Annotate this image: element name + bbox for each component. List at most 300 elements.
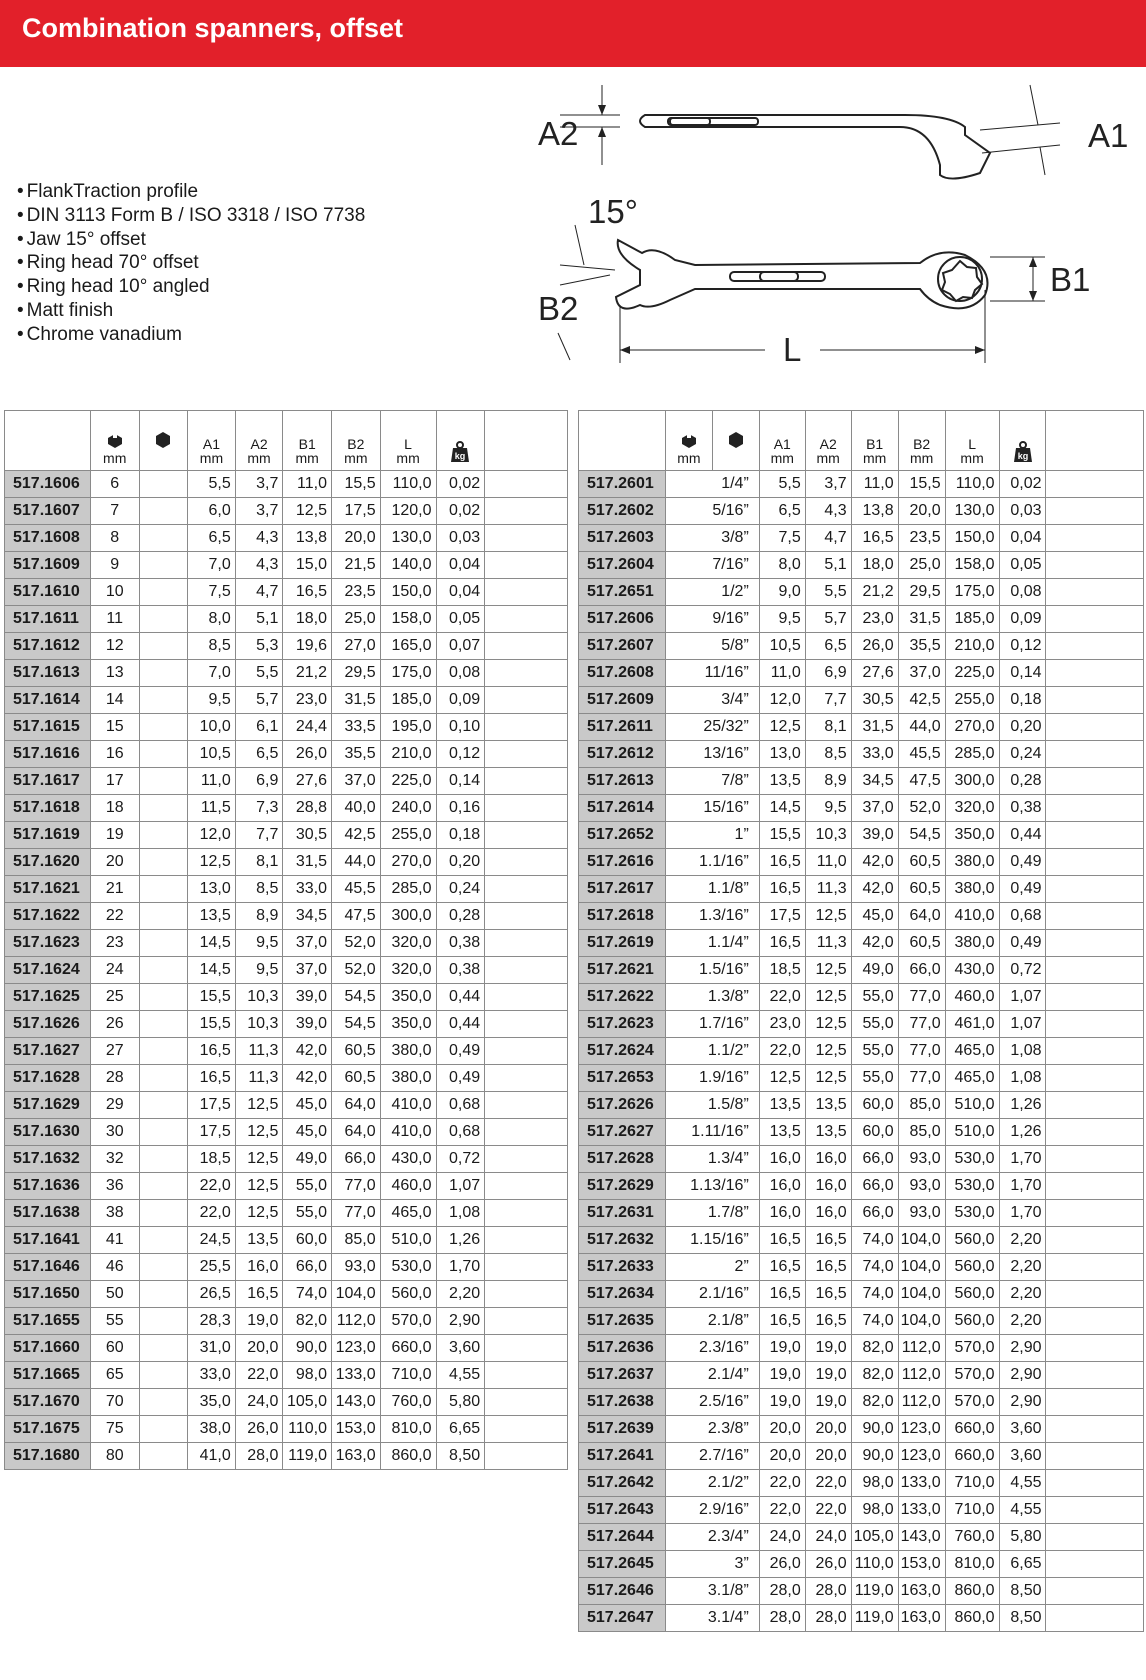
a2-value-cell: 4,7 [235, 579, 283, 606]
weight-value-cell: 0,14 [436, 768, 485, 795]
ring-size-cell [139, 579, 188, 606]
article-number-cell: 517.2636 [579, 1335, 666, 1362]
b1-value-cell: 31,5 [851, 714, 898, 741]
a1-value-cell: 16,5 [759, 930, 805, 957]
b2-value-cell: 77,0 [332, 1200, 381, 1227]
header-empty [1046, 411, 1144, 471]
l-value-cell: 270,0 [380, 849, 436, 876]
a1-value-cell: 8,0 [759, 552, 805, 579]
table-row [5, 471, 568, 498]
empty-cell [1046, 525, 1144, 552]
empty-cell [485, 1254, 568, 1281]
ring-size-cell [139, 1362, 188, 1389]
empty-cell [485, 741, 568, 768]
table-row [579, 1173, 1144, 1200]
weight-value-cell: 2,20 [999, 1308, 1046, 1335]
size-cell: 20 [90, 849, 139, 876]
b2-value-cell: 15,5 [898, 471, 945, 498]
empty-cell [1046, 498, 1144, 525]
weight-value-cell: 2,90 [436, 1308, 485, 1335]
article-number-cell: 517.1680 [5, 1443, 91, 1470]
a2-value-cell: 12,5 [235, 1119, 283, 1146]
weight-value-cell: 0,07 [436, 633, 485, 660]
a2-value-cell: 19,0 [235, 1308, 283, 1335]
b2-value-cell: 112,0 [332, 1308, 381, 1335]
header-b1 [283, 411, 332, 471]
empty-cell [485, 606, 568, 633]
b1-value-cell: 30,5 [283, 822, 332, 849]
a2-value-cell: 11,0 [805, 849, 851, 876]
ring-size-cell [139, 903, 188, 930]
l-value-cell: 465,0 [380, 1200, 436, 1227]
table-row [579, 606, 1144, 633]
weight-value-cell: 0,03 [999, 498, 1046, 525]
weight-value-cell: 8,50 [999, 1605, 1046, 1632]
a2-value-cell: 20,0 [235, 1335, 283, 1362]
open-end-icon [106, 433, 124, 449]
table-row [5, 741, 568, 768]
size-cell: 1.5/8” [665, 1092, 759, 1119]
size-cell: 60 [90, 1335, 139, 1362]
table-row [579, 471, 1144, 498]
header-size-ring [712, 411, 759, 471]
article-number-cell: 517.1621 [5, 876, 91, 903]
a1-value-cell: 6,5 [759, 498, 805, 525]
l-value-cell: 810,0 [945, 1551, 999, 1578]
size-cell: 2.1/2” [665, 1470, 759, 1497]
table-row [5, 660, 568, 687]
l-value-cell: 560,0 [945, 1227, 999, 1254]
article-number-cell: 517.2646 [579, 1578, 666, 1605]
b1-value-cell: 37,0 [851, 795, 898, 822]
table-row [5, 957, 568, 984]
size-cell: 1” [665, 822, 759, 849]
unit-label: mm [816, 450, 840, 466]
article-number-cell: 517.2613 [579, 768, 666, 795]
weight-value-cell: 0,72 [999, 957, 1046, 984]
ring-size-cell [139, 984, 188, 1011]
a2-value-cell: 6,1 [235, 714, 283, 741]
a1-value-cell: 16,0 [759, 1200, 805, 1227]
empty-cell [1046, 741, 1144, 768]
b2-value-cell: 104,0 [332, 1281, 381, 1308]
header-l [945, 411, 999, 471]
b2-value-cell: 31,5 [332, 687, 381, 714]
a2-value-cell: 5,7 [235, 687, 283, 714]
ring-size-cell [139, 1308, 188, 1335]
b1-value-cell: 31,5 [283, 849, 332, 876]
size-cell: 29 [90, 1092, 139, 1119]
l-value-cell: 150,0 [945, 525, 999, 552]
size-cell: 1.3/4” [665, 1146, 759, 1173]
b1-value-cell: 18,0 [283, 606, 332, 633]
article-number-cell: 517.2601 [579, 471, 666, 498]
b2-value-cell: 66,0 [332, 1146, 381, 1173]
b1-value-cell: 55,0 [851, 1011, 898, 1038]
size-cell: 7/8” [665, 768, 759, 795]
empty-cell [1046, 1092, 1144, 1119]
b2-value-cell: 60,5 [898, 876, 945, 903]
a1-value-cell: 18,5 [759, 957, 805, 984]
empty-cell [485, 1362, 568, 1389]
a1-value-cell: 19,0 [759, 1335, 805, 1362]
weight-value-cell: 0,04 [436, 552, 485, 579]
a2-value-cell: 24,0 [805, 1524, 851, 1551]
l-value-cell: 560,0 [945, 1308, 999, 1335]
l-value-cell: 710,0 [945, 1497, 999, 1524]
weight-value-cell: 2,20 [999, 1227, 1046, 1254]
a2-value-cell: 19,0 [805, 1335, 851, 1362]
table-row [579, 876, 1144, 903]
table-row [579, 1578, 1144, 1605]
weight-value-cell: 0,49 [999, 876, 1046, 903]
b1-value-cell: 12,5 [283, 498, 332, 525]
feature-item: • Jaw 15° offset [17, 228, 365, 252]
size-cell: 7 [90, 498, 139, 525]
empty-cell [485, 633, 568, 660]
l-value-cell: 530,0 [945, 1200, 999, 1227]
b2-value-cell: 37,0 [332, 768, 381, 795]
table-row [579, 1254, 1144, 1281]
article-number-cell: 517.1665 [5, 1362, 91, 1389]
b2-value-cell: 163,0 [332, 1443, 381, 1470]
a1-value-cell: 20,0 [759, 1443, 805, 1470]
b1-value-cell: 26,0 [851, 633, 898, 660]
a1-value-cell: 17,5 [759, 903, 805, 930]
ring-size-cell [139, 1119, 188, 1146]
weight-value-cell: 3,60 [999, 1443, 1046, 1470]
b1-value-cell: 39,0 [283, 984, 332, 1011]
empty-cell [485, 714, 568, 741]
l-value-cell: 300,0 [380, 903, 436, 930]
ring-size-cell [139, 1254, 188, 1281]
b2-value-cell: 23,5 [332, 579, 381, 606]
size-cell: 26 [90, 1011, 139, 1038]
weight-value-cell: 0,09 [436, 687, 485, 714]
table-row [579, 1308, 1144, 1335]
size-cell: 1/2” [665, 579, 759, 606]
table-row [5, 1389, 568, 1416]
article-number-cell: 517.1641 [5, 1227, 91, 1254]
b2-value-cell: 143,0 [332, 1389, 381, 1416]
article-number-cell: 517.2628 [579, 1146, 666, 1173]
size-cell: 2.3/16” [665, 1335, 759, 1362]
header-size-open [665, 411, 712, 471]
a1-value-cell: 22,0 [759, 984, 805, 1011]
empty-cell [1046, 1470, 1144, 1497]
size-cell: 17 [90, 768, 139, 795]
b2-value-cell: 47,5 [898, 768, 945, 795]
weight-value-cell: 2,20 [999, 1254, 1046, 1281]
b1-value-cell: 28,8 [283, 795, 332, 822]
spanner-front-view [558, 225, 1045, 363]
a1-value-cell: 13,5 [759, 768, 805, 795]
size-cell: 15/16” [665, 795, 759, 822]
b2-value-cell: 143,0 [898, 1524, 945, 1551]
weight-value-cell: 5,80 [436, 1389, 485, 1416]
article-number-cell: 517.2606 [579, 606, 666, 633]
size-cell: 6 [90, 471, 139, 498]
table-row [579, 1443, 1144, 1470]
table-row [5, 687, 568, 714]
a2-value-cell: 12,5 [805, 1011, 851, 1038]
size-cell: 2.9/16” [665, 1497, 759, 1524]
b2-value-cell: 23,5 [898, 525, 945, 552]
empty-cell [1046, 606, 1144, 633]
ring-size-cell [139, 957, 188, 984]
page-title: Combination spanners, offset [22, 13, 404, 43]
size-cell: 11 [90, 606, 139, 633]
table-row [579, 498, 1144, 525]
a2-value-cell: 11,3 [235, 1038, 283, 1065]
header-b2 [898, 411, 945, 471]
b1-value-cell: 60,0 [283, 1227, 332, 1254]
table-row [5, 1038, 568, 1065]
a2-value-cell: 20,0 [805, 1416, 851, 1443]
ring-size-cell [139, 606, 188, 633]
l-value-cell: 860,0 [945, 1605, 999, 1632]
article-number-cell: 517.1616 [5, 741, 91, 768]
table-row [5, 984, 568, 1011]
b2-value-cell: 123,0 [898, 1416, 945, 1443]
l-value-cell: 158,0 [380, 606, 436, 633]
weight-value-cell: 0,44 [436, 984, 485, 1011]
b2-value-cell: 29,5 [332, 660, 381, 687]
feature-item: • Matt finish [17, 299, 365, 323]
empty-cell [1046, 1551, 1144, 1578]
table-row [579, 660, 1144, 687]
article-number-cell: 517.1614 [5, 687, 91, 714]
b2-value-cell: 54,5 [332, 984, 381, 1011]
a2-value-cell: 12,5 [805, 957, 851, 984]
table-row [5, 633, 568, 660]
table-row [5, 1281, 568, 1308]
b1-value-cell: 33,0 [851, 741, 898, 768]
empty-cell [485, 1416, 568, 1443]
a2-value-cell: 16,0 [805, 1146, 851, 1173]
a2-value-cell: 4,3 [805, 498, 851, 525]
a1-value-cell: 26,5 [188, 1281, 236, 1308]
article-number-cell: 517.1607 [5, 498, 91, 525]
b2-value-cell: 31,5 [898, 606, 945, 633]
empty-cell [485, 984, 568, 1011]
b2-value-cell: 15,5 [332, 471, 381, 498]
weight-value-cell: 0,10 [436, 714, 485, 741]
weight-value-cell: 1,70 [436, 1254, 485, 1281]
a1-value-cell: 22,0 [759, 1470, 805, 1497]
a2-value-cell: 13,5 [805, 1119, 851, 1146]
size-cell: 3.1/8” [665, 1578, 759, 1605]
b2-value-cell: 66,0 [898, 957, 945, 984]
b1-value-cell: 30,5 [851, 687, 898, 714]
a1-value-cell: 7,0 [188, 660, 236, 687]
b2-value-cell: 153,0 [898, 1551, 945, 1578]
col-label-b2: B2 [913, 436, 931, 452]
weight-value-cell: 0,08 [999, 579, 1046, 606]
l-value-cell: 430,0 [380, 1146, 436, 1173]
weight-value-cell: 0,28 [999, 768, 1046, 795]
article-number-cell: 517.1617 [5, 768, 91, 795]
weight-value-cell: 0,04 [999, 525, 1046, 552]
article-number-cell: 517.2608 [579, 660, 666, 687]
table-row [5, 1416, 568, 1443]
b2-value-cell: 35,5 [898, 633, 945, 660]
a2-value-cell: 12,5 [805, 1065, 851, 1092]
table-row [579, 1470, 1144, 1497]
weight-value-cell: 1,07 [999, 984, 1046, 1011]
weight-value-cell: 1,26 [999, 1119, 1046, 1146]
table-row [579, 1605, 1144, 1632]
a1-value-cell: 38,0 [188, 1416, 236, 1443]
size-cell: 55 [90, 1308, 139, 1335]
b2-value-cell: 17,5 [332, 498, 381, 525]
a2-value-cell: 16,5 [235, 1281, 283, 1308]
empty-cell [485, 1200, 568, 1227]
b1-value-cell: 66,0 [851, 1146, 898, 1173]
b1-value-cell: 66,0 [283, 1254, 332, 1281]
weight-value-cell: 0,24 [999, 741, 1046, 768]
empty-cell [1046, 1254, 1144, 1281]
b1-value-cell: 37,0 [283, 957, 332, 984]
b1-value-cell: 16,5 [851, 525, 898, 552]
l-value-cell: 120,0 [380, 498, 436, 525]
b1-value-cell: 60,0 [851, 1092, 898, 1119]
size-cell: 9 [90, 552, 139, 579]
size-cell: 25 [90, 984, 139, 1011]
table-row [579, 579, 1144, 606]
feature-item: • FlankTraction profile [17, 180, 365, 204]
b1-value-cell: 45,0 [851, 903, 898, 930]
b1-value-cell: 119,0 [851, 1578, 898, 1605]
article-number-cell: 517.2641 [579, 1443, 666, 1470]
b1-value-cell: 34,5 [851, 768, 898, 795]
a2-value-cell: 8,9 [235, 903, 283, 930]
a1-value-cell: 11,5 [188, 795, 236, 822]
a2-value-cell: 3,7 [235, 498, 283, 525]
table-row [579, 903, 1144, 930]
a2-value-cell: 10,3 [235, 984, 283, 1011]
empty-cell [485, 1308, 568, 1335]
empty-cell [1046, 1443, 1144, 1470]
a1-value-cell: 7,5 [759, 525, 805, 552]
size-cell: 3” [665, 1551, 759, 1578]
size-cell: 3/8” [665, 525, 759, 552]
l-value-cell: 430,0 [945, 957, 999, 984]
size-cell: 5/16” [665, 498, 759, 525]
l-value-cell: 410,0 [945, 903, 999, 930]
l-value-cell: 210,0 [380, 741, 436, 768]
article-number-cell: 517.1620 [5, 849, 91, 876]
a2-value-cell: 12,5 [235, 1146, 283, 1173]
article-number-cell: 517.2642 [579, 1470, 666, 1497]
ring-size-cell [139, 1038, 188, 1065]
page-header [0, 0, 1146, 67]
ring-size-cell [139, 1335, 188, 1362]
a1-value-cell: 9,0 [759, 579, 805, 606]
a1-value-cell: 15,5 [759, 822, 805, 849]
l-value-cell: 510,0 [380, 1227, 436, 1254]
article-number-cell: 517.1618 [5, 795, 91, 822]
l-value-cell: 660,0 [945, 1443, 999, 1470]
size-cell: 2.3/4” [665, 1524, 759, 1551]
l-value-cell: 210,0 [945, 633, 999, 660]
b1-value-cell: 39,0 [851, 822, 898, 849]
table-row [5, 795, 568, 822]
table-row [579, 849, 1144, 876]
article-number-cell: 517.2614 [579, 795, 666, 822]
a2-value-cell: 8,5 [235, 876, 283, 903]
l-value-cell: 860,0 [380, 1443, 436, 1470]
l-value-cell: 255,0 [945, 687, 999, 714]
weight-value-cell: 4,55 [999, 1497, 1046, 1524]
weight-value-cell: 1,70 [999, 1200, 1046, 1227]
b2-value-cell: 52,0 [898, 795, 945, 822]
table-row [5, 552, 568, 579]
weight-value-cell: 0,20 [436, 849, 485, 876]
a1-value-cell: 12,0 [759, 687, 805, 714]
table-row [579, 1119, 1144, 1146]
ring-size-cell [139, 1173, 188, 1200]
size-cell: 27 [90, 1038, 139, 1065]
a2-value-cell: 10,3 [235, 1011, 283, 1038]
empty-cell [1046, 660, 1144, 687]
a2-value-cell: 24,0 [235, 1389, 283, 1416]
b1-value-cell: 98,0 [851, 1470, 898, 1497]
table-row [579, 984, 1144, 1011]
header-size-ring [139, 411, 188, 471]
b1-value-cell: 66,0 [851, 1173, 898, 1200]
b2-value-cell: 42,5 [898, 687, 945, 714]
b2-value-cell: 54,5 [332, 1011, 381, 1038]
weight-value-cell: 5,80 [999, 1524, 1046, 1551]
empty-cell [1046, 1065, 1144, 1092]
size-cell: 1.1/8” [665, 876, 759, 903]
unit-label: mm [677, 450, 701, 466]
empty-cell [1046, 1308, 1144, 1335]
b2-value-cell: 104,0 [898, 1308, 945, 1335]
weight-value-cell: 0,09 [999, 606, 1046, 633]
l-value-cell: 760,0 [380, 1389, 436, 1416]
inch-table-body [579, 471, 1144, 1632]
b1-value-cell: 26,0 [283, 741, 332, 768]
a2-value-cell: 8,5 [805, 741, 851, 768]
a1-value-cell: 12,5 [188, 849, 236, 876]
l-value-cell: 465,0 [945, 1065, 999, 1092]
weight-value-cell: 2,20 [999, 1281, 1046, 1308]
article-number-cell: 517.2607 [579, 633, 666, 660]
a1-value-cell: 20,0 [759, 1416, 805, 1443]
weight-value-cell: 1,07 [436, 1173, 485, 1200]
l-value-cell: 158,0 [945, 552, 999, 579]
col-label-a2: A2 [819, 436, 837, 452]
b2-value-cell: 104,0 [898, 1227, 945, 1254]
l-value-cell: 380,0 [945, 930, 999, 957]
article-number-cell: 517.2621 [579, 957, 666, 984]
b2-value-cell: 54,5 [898, 822, 945, 849]
col-label-l: L [404, 436, 412, 452]
a2-value-cell: 9,5 [235, 957, 283, 984]
empty-cell [1046, 876, 1144, 903]
dim-label-a2: A2 [538, 115, 579, 152]
l-value-cell: 860,0 [945, 1578, 999, 1605]
size-cell: 2.5/16” [665, 1389, 759, 1416]
header-b2 [332, 411, 381, 471]
article-number-cell: 517.2624 [579, 1038, 666, 1065]
l-value-cell: 165,0 [380, 633, 436, 660]
b1-value-cell: 110,0 [283, 1416, 332, 1443]
l-value-cell: 760,0 [945, 1524, 999, 1551]
ring-size-cell [139, 552, 188, 579]
